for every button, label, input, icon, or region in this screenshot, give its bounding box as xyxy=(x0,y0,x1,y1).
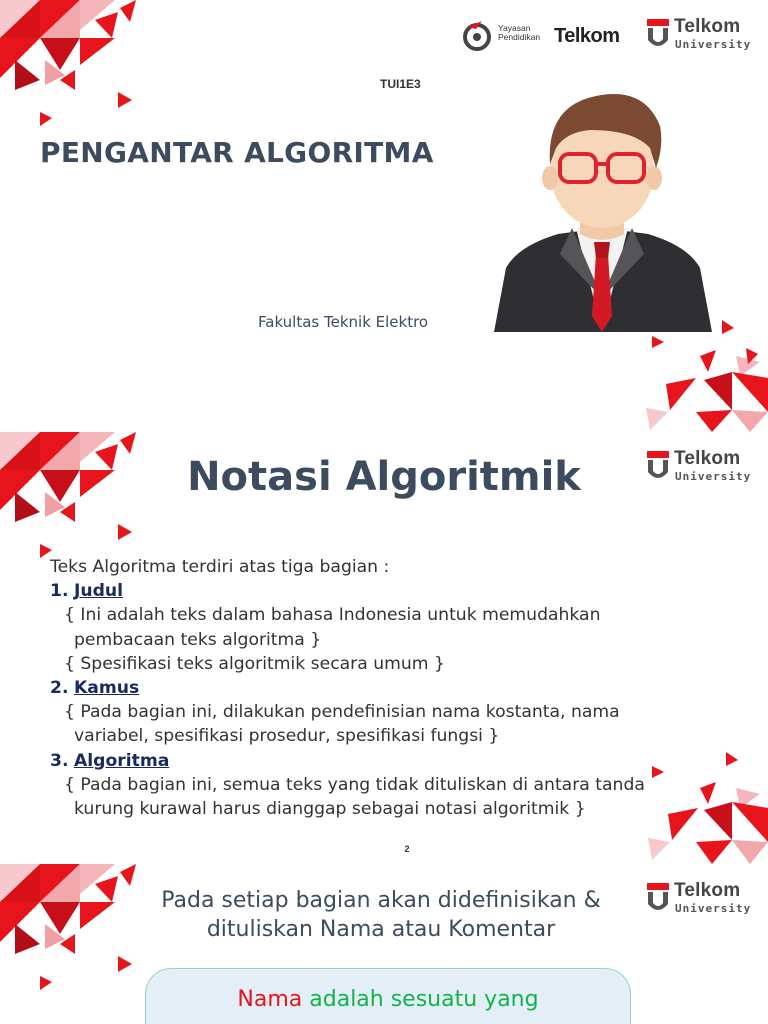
ypt-line1: Yayasan xyxy=(498,23,531,33)
section-number: 2. xyxy=(50,678,69,699)
triangle-pattern-bottom-right xyxy=(636,312,768,432)
faculty-name: Fakultas Teknik Elektro xyxy=(258,313,429,331)
tu-sub: University xyxy=(675,38,752,51)
section-line: pembacaan teks algoritma } xyxy=(74,629,322,650)
subtitle-line: dituliskan Nama atau Komentar xyxy=(206,917,556,942)
definition-box xyxy=(145,968,631,1024)
slide-title xyxy=(0,0,768,432)
section-judul xyxy=(50,579,728,603)
slide-title-text: Notasi Algoritmik xyxy=(187,454,581,500)
businessman-avatar-illustration xyxy=(494,86,712,332)
section-line: { Spesifikasi teks algoritmik secara umum } xyxy=(64,653,445,674)
section-heading: Judul xyxy=(73,581,124,602)
section-line: { Pada bagian ini, dilakukan pendefinisian nama kostanta, nama xyxy=(64,702,620,723)
slide-notasi-algoritmik xyxy=(0,432,768,864)
course-code: TUI1E3 xyxy=(380,77,421,91)
section-algoritma xyxy=(50,749,728,773)
slide-nama-komentar xyxy=(0,864,768,1024)
slide-title-text: PENGANTAR ALGORITMA xyxy=(40,136,434,169)
tu-sub: University xyxy=(675,902,752,915)
yayasan-pendidikan-telkom-logo xyxy=(462,18,632,54)
page-number: 2 xyxy=(404,844,410,854)
tu-name: Telkom xyxy=(674,16,741,37)
tu-name: Telkom xyxy=(674,880,741,901)
ypt-line2: Pendidikan xyxy=(498,32,541,42)
definition-text xyxy=(146,987,630,1012)
slide-body xyxy=(50,555,728,821)
subtitle-line: Pada setiap bagian akan didefinisikan & xyxy=(161,888,601,913)
telkom-university-emblem-icon xyxy=(646,18,672,52)
section-kamus xyxy=(50,676,728,700)
tu-sub: University xyxy=(675,470,752,483)
slide-subtitle xyxy=(0,886,762,944)
definition-term: Nama xyxy=(237,987,303,1012)
triangle-pattern-top-left xyxy=(0,0,140,135)
definition-description: adalah sesuatu yang xyxy=(309,987,539,1012)
ypt-brand: Telkom xyxy=(554,25,620,47)
telkom-university-logo xyxy=(646,18,756,58)
section-line: kurung kurawal harus dianggap sebagai notasi algoritmik } xyxy=(74,799,586,820)
section-line: { Pada bagian ini, semua teks yang tidak dituliskan di antara tanda xyxy=(64,774,645,795)
section-line: variabel, spesifikasi prosedur, spesifikasi fungsi } xyxy=(74,726,500,747)
section-heading: Kamus xyxy=(73,678,140,699)
section-heading: Algoritma xyxy=(73,750,170,771)
section-number: 1. xyxy=(50,581,69,602)
section-number: 3. xyxy=(50,750,69,771)
ypt-emblem-icon xyxy=(462,19,494,53)
tu-name: Telkom xyxy=(674,448,741,469)
section-line: { Ini adalah teks dalam bahasa Indonesia untuk memudahkan xyxy=(64,605,601,626)
intro-text: Teks Algoritma terdiri atas tiga bagian : xyxy=(50,557,390,577)
ypt-logo-small-text xyxy=(498,24,540,42)
